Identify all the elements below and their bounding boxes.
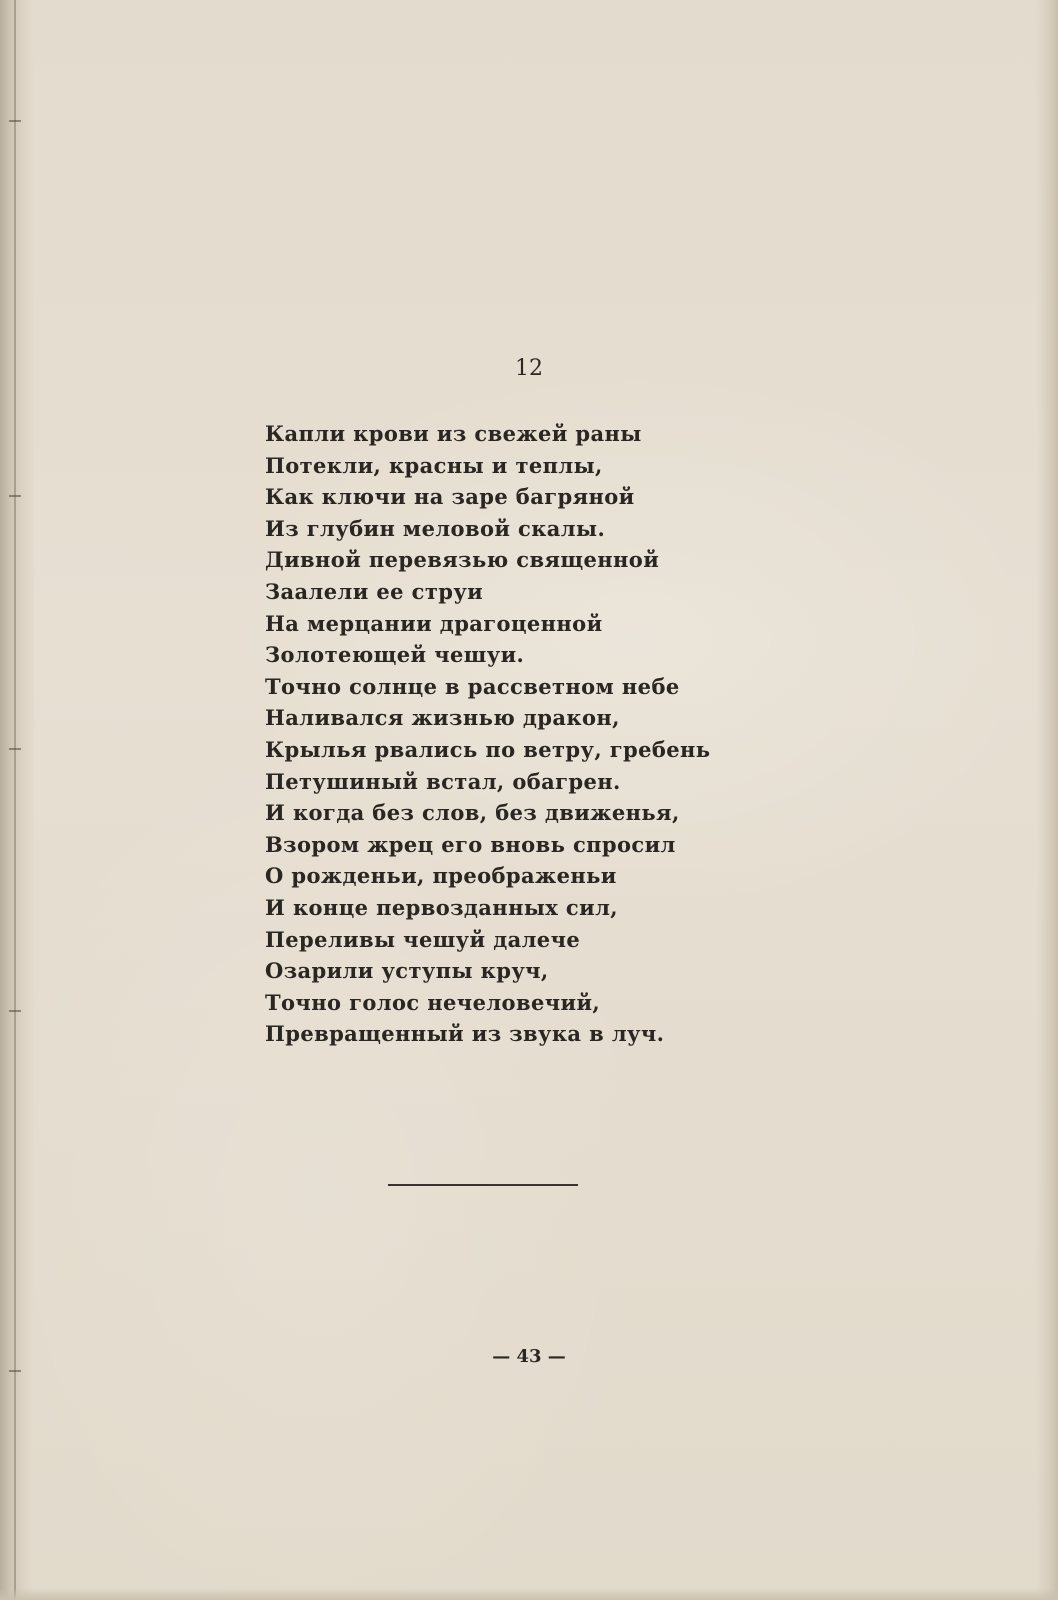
poem-line: Дивной перевязью священной [265,547,660,573]
poem-line: Превращенный из звука в луч. [265,1021,665,1047]
poem-line: Взором жрец его вновь спросил [265,831,676,857]
poem-line: И когда без слов, без движенья, [265,800,680,826]
poem-line: Точно голос нечеловечий, [265,989,601,1015]
poem-line: Наливался жизнью дракон, [265,705,620,731]
binding-stitch [9,1370,21,1372]
poem-line: Как ключи на заре багряной [265,484,635,510]
page-edge-bottom [0,1588,1058,1600]
poem-line: Заалели ее струи [265,578,484,604]
section-divider [388,1184,578,1186]
page-number: — 43 — [492,1346,566,1367]
poem-line: Крылья рвались по ветру, гребень [265,736,711,762]
poem-line: Точно солнце в рассветном небе [265,673,680,699]
poem-line: Озарили уступы круч, [265,958,549,984]
binding-stitch [9,1010,21,1012]
poem-line: Капли крови из свежей раны [265,421,642,446]
poem-line: Петушиный встал, обагрен. [265,768,621,794]
binding-stitch [9,748,21,750]
poem-line: На мерцании драгоценной [265,610,603,636]
poem-number: 12 [515,356,543,381]
poem-line: О рожденьи, преображеньи [265,863,617,889]
binding-stitch [9,120,21,122]
poem-line: Переливы чешуй далече [265,926,581,952]
binding-stitch [9,495,21,497]
poem-line: Потекли, красны и теплы, [265,452,603,478]
poem-line: И конце первозданных сил, [265,894,619,920]
poem-line: Золотеющей чешуи. [265,642,525,668]
poem-text [265,418,735,1050]
poem-line: Из глубин меловой скалы. [265,515,606,541]
